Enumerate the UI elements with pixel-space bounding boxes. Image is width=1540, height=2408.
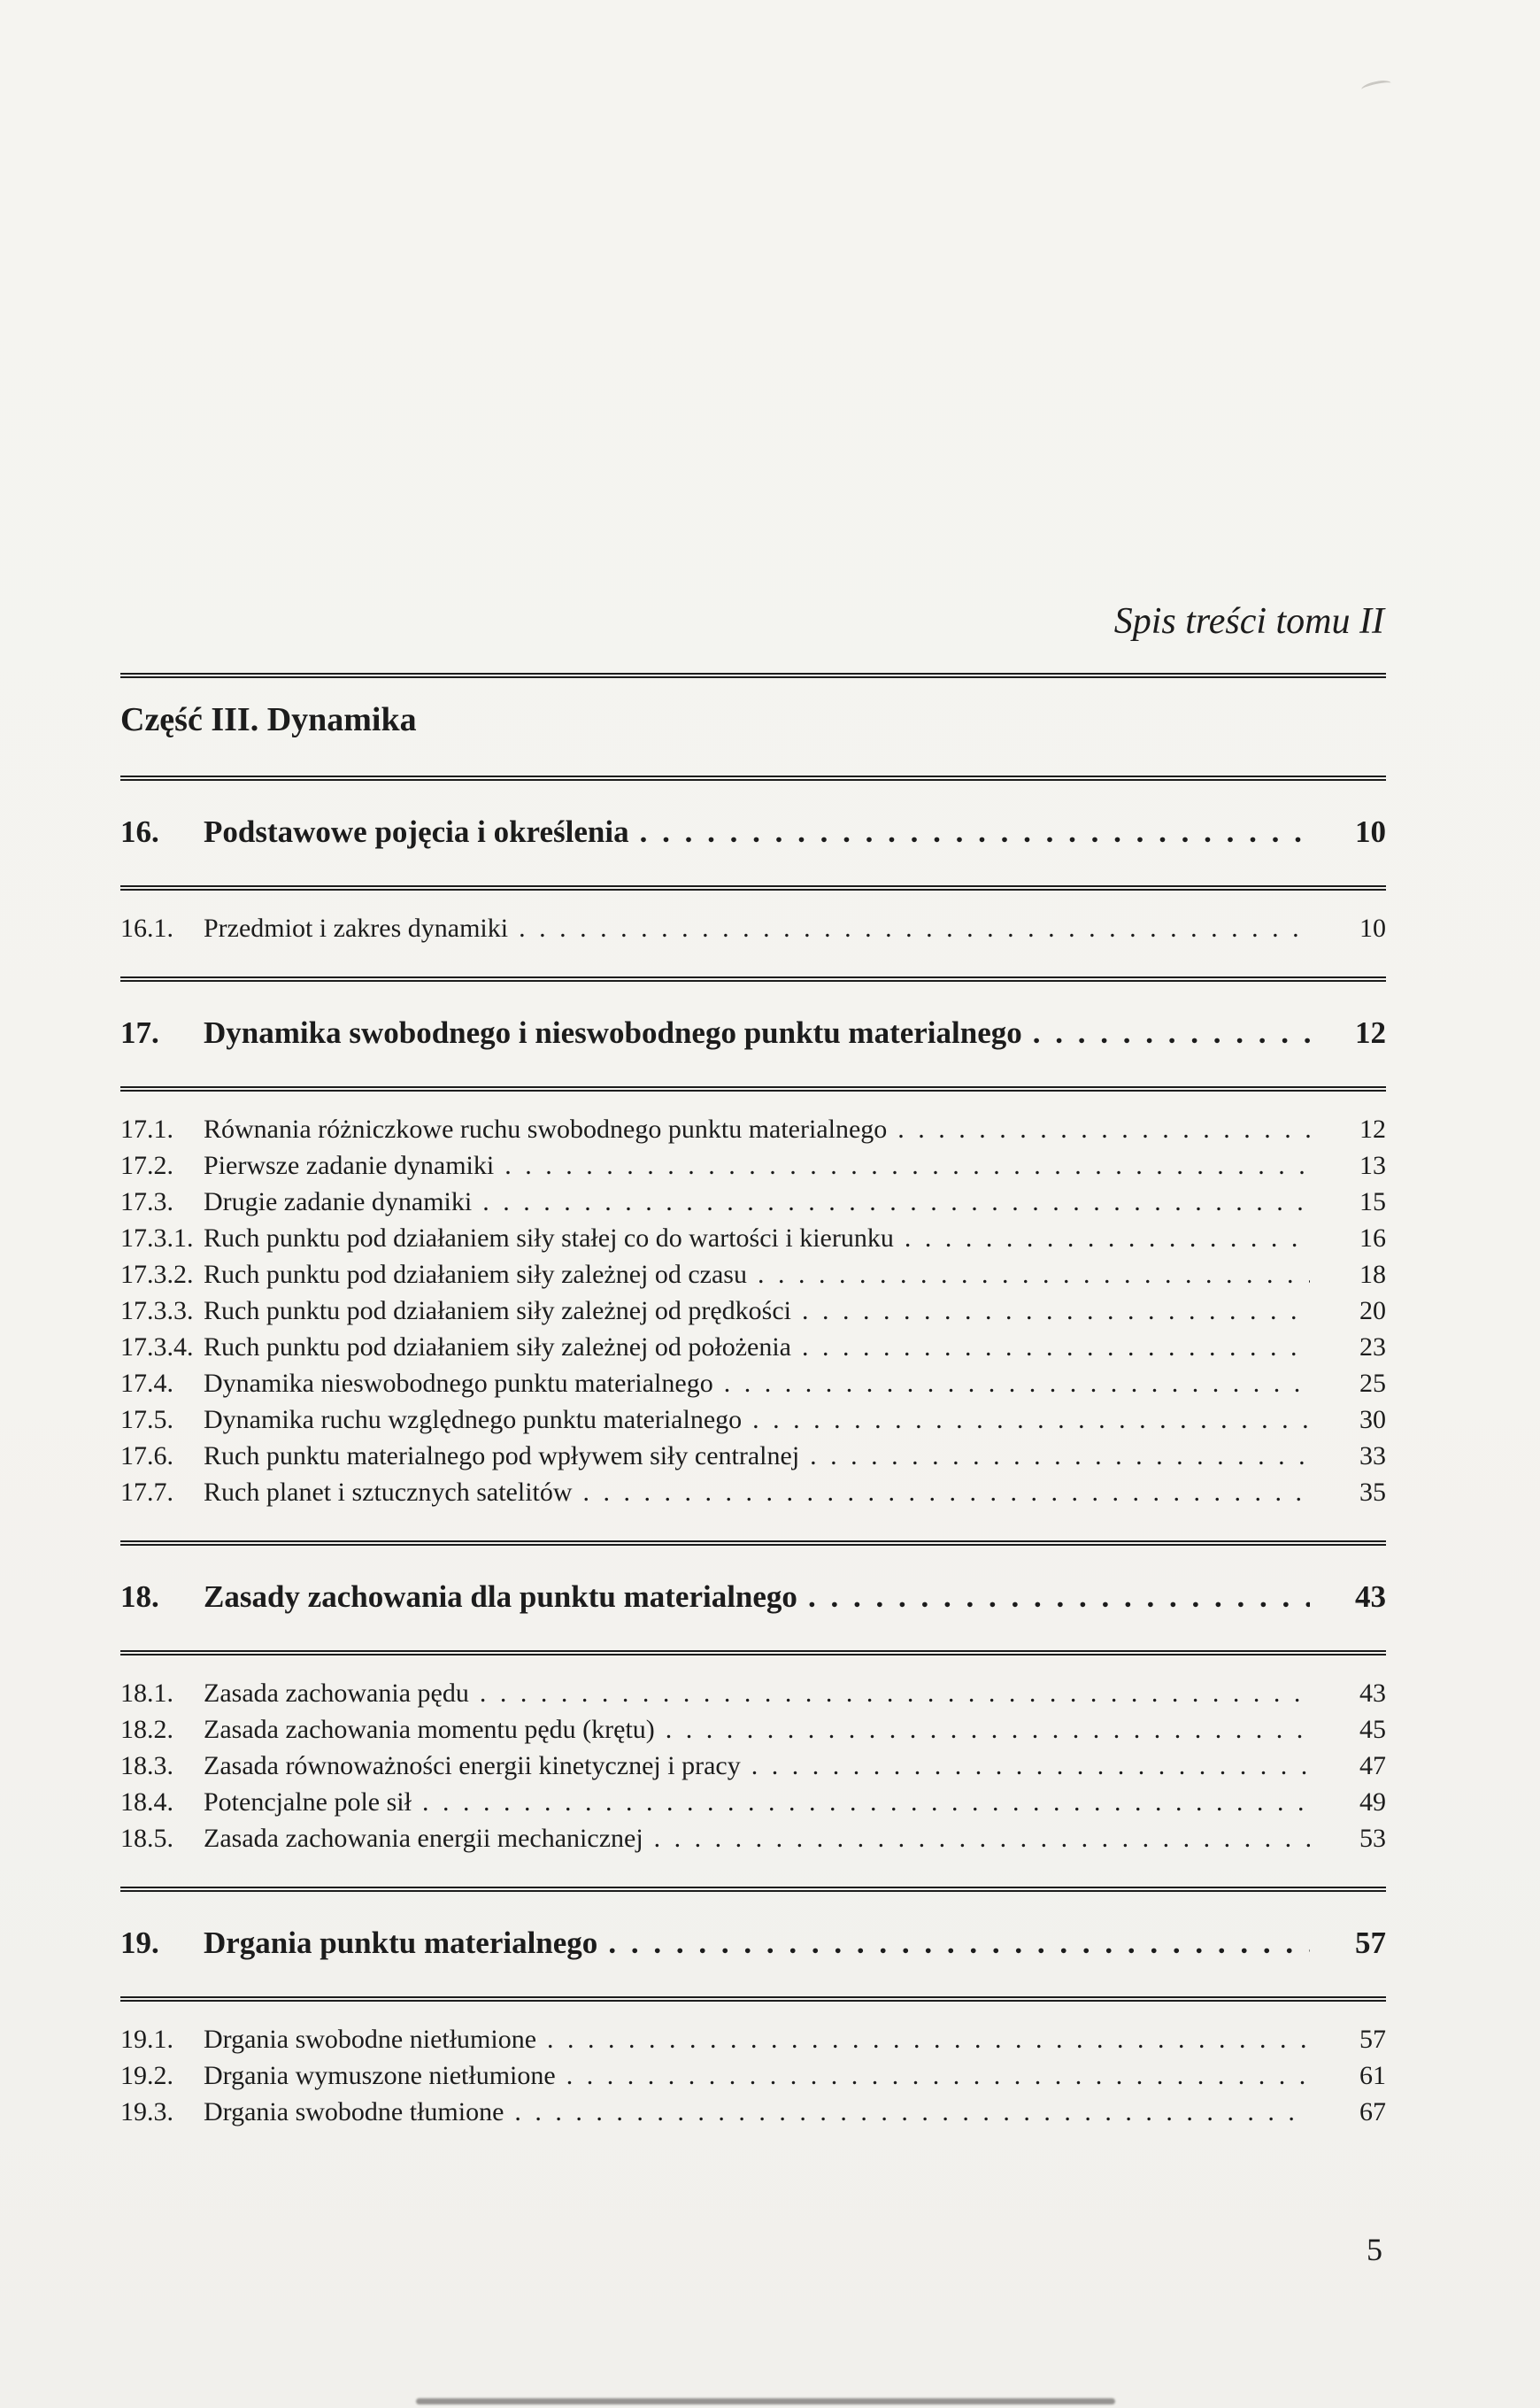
section-page-number: 30	[1359, 1405, 1386, 1434]
toc-section-row	[120, 1401, 1386, 1438]
section-title: Dynamika nieswobodnego punktu materialnego	[204, 1369, 713, 1398]
toc-chapter-row	[120, 982, 1386, 1086]
dot-leader	[583, 1474, 1310, 1510]
section-page-number: 33	[1359, 1441, 1386, 1470]
toc-section-row	[120, 1820, 1386, 1856]
toc-section-row	[120, 2057, 1386, 2094]
section-title: Drgania swobodne nietłumione	[204, 2025, 537, 2054]
section-page-number: 15	[1359, 1187, 1386, 1216]
dot-leader	[480, 1675, 1310, 1711]
section-page-number: 53	[1359, 1824, 1386, 1853]
toc-section-row	[120, 1111, 1386, 1147]
section-page-number: 16	[1359, 1223, 1386, 1253]
dot-leader	[758, 1256, 1310, 1293]
section-page-number: 23	[1359, 1332, 1386, 1362]
section-number: 17.3.3.	[120, 1296, 194, 1325]
dot-leader	[566, 2057, 1310, 2094]
toc-section-row	[120, 2021, 1386, 2057]
toc-section-row	[120, 1147, 1386, 1184]
section-title: Drgania swobodne tłumione	[204, 2097, 504, 2126]
section-page-number: 35	[1359, 1478, 1386, 1507]
section-page-number: 20	[1359, 1296, 1386, 1325]
section-page-number: 67	[1359, 2097, 1386, 2126]
chapter-number: 16.	[120, 814, 159, 849]
section-page-number: 47	[1359, 1751, 1386, 1780]
chapter-title: Drgania punktu materialnego	[204, 1926, 598, 1960]
toc-chapter-row	[120, 1892, 1386, 1996]
section-number: 16.1.	[120, 914, 173, 943]
section-number: 19.2.	[120, 2061, 173, 2090]
toc-section-row	[120, 2094, 1386, 2130]
section-number: 18.2.	[120, 1715, 173, 1744]
dot-leader	[752, 1401, 1310, 1438]
section-title: Ruch planet i sztucznych satelitów	[204, 1478, 573, 1507]
section-page-number: 57	[1359, 2025, 1386, 2054]
section-number: 17.5.	[120, 1405, 173, 1434]
section-page-number: 49	[1359, 1787, 1386, 1817]
section-page-number: 10	[1359, 914, 1386, 943]
toc-section-row	[120, 1474, 1386, 1510]
dot-leader	[808, 1578, 1310, 1617]
section-title: Potencjalne pole sił	[204, 1787, 412, 1817]
section-number: 17.1.	[120, 1115, 173, 1144]
toc-section-row	[120, 1675, 1386, 1711]
dot-leader	[802, 1293, 1310, 1329]
toc-section-block	[120, 891, 1386, 976]
toc-section-row	[120, 1365, 1386, 1401]
section-title: Równania różniczkowe ruchu swobodnego punktu materialnego	[204, 1115, 888, 1144]
toc-section-row	[120, 1438, 1386, 1474]
toc-section-block	[120, 2002, 1386, 2160]
dot-leader	[608, 1924, 1310, 1963]
section-page-number: 12	[1359, 1115, 1386, 1144]
section-title: Ruch punktu pod działaniem siły stałej co do wartości i kierunku	[204, 1223, 894, 1253]
chapter-title: Podstawowe pojęcia i określenia	[204, 814, 629, 849]
chapter-page-number: 10	[1355, 814, 1386, 849]
section-number: 17.4.	[120, 1369, 173, 1398]
toc-section-block	[120, 1656, 1386, 1887]
folio-page-number: 5	[1367, 2232, 1382, 2267]
chapter-title: Dynamika swobodnego i nieswobodnego punktu materialnego	[204, 1015, 1022, 1050]
dot-leader	[751, 1748, 1310, 1784]
section-number: 17.3.	[120, 1187, 173, 1216]
chapter-page-number: 57	[1355, 1926, 1386, 1960]
section-title: Dynamika ruchu względnego punktu materialnego	[204, 1405, 743, 1434]
section-number: 19.1.	[120, 2025, 173, 2054]
section-page-number: 25	[1359, 1369, 1386, 1398]
section-title: Zasada zachowania momentu pędu (krętu)	[204, 1715, 655, 1744]
dot-leader	[724, 1365, 1310, 1401]
dot-leader	[504, 1147, 1310, 1184]
dot-leader	[802, 1329, 1310, 1365]
dot-leader	[514, 2094, 1310, 2130]
section-title: Drugie zadanie dynamiki	[204, 1187, 473, 1216]
section-number: 17.3.2.	[120, 1260, 194, 1289]
section-page-number: 61	[1359, 2061, 1386, 2090]
dot-leader	[897, 1111, 1310, 1147]
toc-section-row	[120, 910, 1386, 946]
toc-header-title: Spis treści tomu II	[1113, 601, 1384, 642]
dot-leader	[810, 1438, 1310, 1474]
section-title: Zasada równoważności energii kinetycznej i pracy	[204, 1751, 741, 1780]
chapter-title: Zasady zachowania dla punktu materialnego	[204, 1579, 797, 1614]
section-number: 17.7.	[120, 1478, 173, 1507]
toc-section-row	[120, 1293, 1386, 1329]
dot-leader	[1033, 1014, 1310, 1053]
scan-edge-shadow	[416, 2398, 1115, 2404]
section-page-number: 13	[1359, 1151, 1386, 1180]
dot-leader	[547, 2021, 1310, 2057]
dot-leader	[654, 1820, 1310, 1856]
dot-leader	[905, 1220, 1310, 1256]
chapter-number: 18.	[120, 1579, 159, 1614]
section-number: 18.1.	[120, 1679, 173, 1708]
chapter-page-number: 12	[1355, 1015, 1386, 1050]
section-number: 17.3.1.	[120, 1223, 194, 1253]
section-number: 17.6.	[120, 1441, 173, 1470]
section-page-number: 18	[1359, 1260, 1386, 1289]
toc-chapter-row	[120, 1546, 1386, 1650]
section-title: Przedmiot i zakres dynamiki	[204, 914, 509, 943]
section-title: Drgania wymuszone nietłumione	[204, 2061, 556, 2090]
part-heading: Część III. Dynamika	[120, 701, 417, 738]
section-number: 17.3.4.	[120, 1332, 194, 1362]
toc-section-row	[120, 1184, 1386, 1220]
section-page-number: 45	[1359, 1715, 1386, 1744]
section-number: 19.3.	[120, 2097, 173, 2126]
chapter-number: 19.	[120, 1926, 159, 1960]
section-title: Zasada zachowania pędu	[204, 1679, 469, 1708]
scan-artifact	[1360, 79, 1392, 95]
section-number: 17.2.	[120, 1151, 173, 1180]
toc-chapter-row	[120, 781, 1386, 885]
section-title: Ruch punktu pod działaniem siły zależnej od położenia	[204, 1332, 791, 1362]
dot-leader	[640, 813, 1310, 852]
dot-leader	[422, 1784, 1310, 1820]
section-page-number: 43	[1359, 1679, 1386, 1708]
section-title: Ruch punktu pod działaniem siły zależnej od czasu	[204, 1260, 747, 1289]
dot-leader	[519, 910, 1310, 946]
chapter-number: 17.	[120, 1015, 159, 1050]
section-title: Ruch punktu materialnego pod wpływem siły centralnej	[204, 1441, 800, 1470]
section-title: Pierwsze zadanie dynamiki	[204, 1151, 495, 1180]
toc-section-block	[120, 1092, 1386, 1540]
section-number: 18.5.	[120, 1824, 173, 1853]
chapter-page-number: 43	[1355, 1579, 1386, 1614]
toc-section-row	[120, 1711, 1386, 1748]
section-title: Ruch punktu pod działaniem siły zależnej od prędkości	[204, 1296, 791, 1325]
dot-leader	[666, 1711, 1310, 1748]
horizontal-rule	[120, 673, 1386, 678]
toc-section-row	[120, 1256, 1386, 1293]
section-title: Zasada zachowania energii mechanicznej	[204, 1824, 643, 1853]
dot-leader	[482, 1184, 1310, 1220]
toc-section-row	[120, 1748, 1386, 1784]
toc-section-row	[120, 1784, 1386, 1820]
section-number: 18.4.	[120, 1787, 173, 1817]
section-number: 18.3.	[120, 1751, 173, 1780]
toc-section-row	[120, 1220, 1386, 1256]
toc-section-row	[120, 1329, 1386, 1365]
